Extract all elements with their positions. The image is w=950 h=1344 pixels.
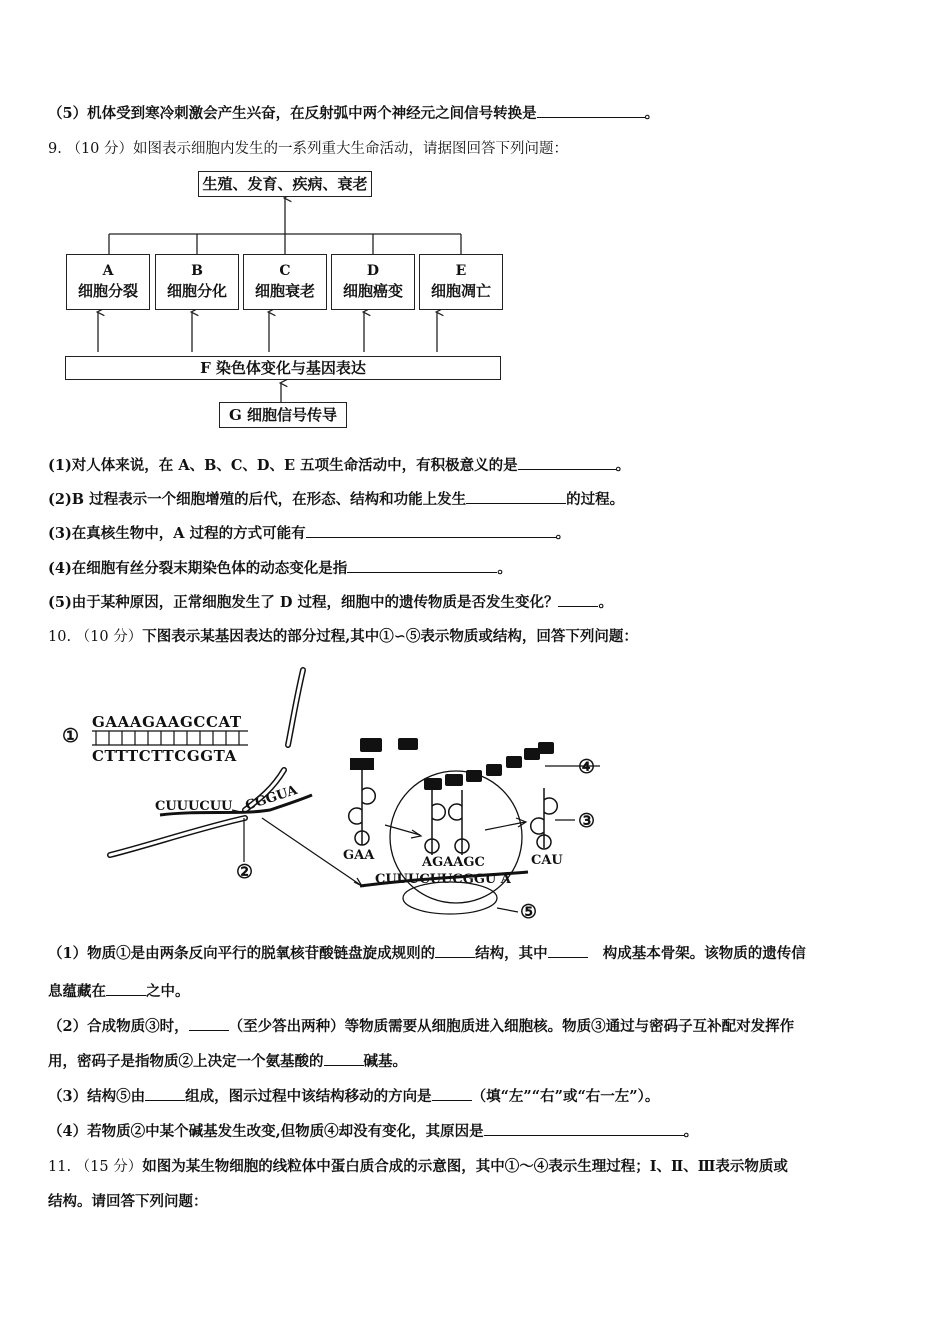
answer-blank[interactable] (347, 558, 497, 573)
q9-sub2: (2)B 过程表示一个细胞增殖的后代，在形态、结构和功能上发生 的过程。 (48, 491, 625, 508)
mrna-left-seq: CUUUCUU (155, 799, 233, 814)
answer-blank[interactable] (324, 1051, 364, 1066)
dna-top-strand: GAAAGAAGCCAT (92, 713, 242, 731)
label-4: ④ (578, 756, 596, 778)
q10-sub2-line2: 用，密码子是指物质②上决定一个氨基酸的 碱基。 (48, 1053, 407, 1070)
answer-blank[interactable] (306, 523, 556, 538)
q10-header: 10. （10 分）下图表示某基因表达的部分过程,其中①∽⑤表示物质或结构，回答下列问题： (48, 628, 638, 645)
q10-sub3: （3）结构⑤由 组成，图示过程中该结构移动的方向是 （填“左”“右”或“右一左”）。 (48, 1088, 660, 1105)
answer-blank[interactable] (484, 1121, 684, 1136)
q9-header: 9. （10 分）如图表示细胞内发生的一系列重大生命活动，请据图回答下列问题： (48, 141, 569, 157)
q11-stem-line2: 结构。请回答下列问题： (48, 1193, 208, 1210)
q9-sub4: (4)在细胞有丝分裂末期染色体的动态变化是指 。 (48, 560, 512, 577)
box-g-signal-transduction: G 细胞信号传导 (219, 402, 347, 428)
q10-sub2-line1: （2）合成物质③时， （至少答出两种）等物质需要从细胞质进入细胞核。物质③通过与密码子互补配对发挥作 (48, 1018, 795, 1035)
label-3: ③ (578, 810, 596, 832)
answer-blank[interactable] (558, 592, 598, 607)
trna-right (531, 788, 564, 868)
q9-sub3: (3)在真核生物中，A 过程的方式可能有 。 (48, 525, 571, 542)
trna-middle (421, 790, 485, 870)
box-e-cell-apoptosis: E 细胞凋亡 (419, 254, 503, 310)
q10-sub4: （4）若物质②中某个碱基发生改变,但物质④却没有变化，其原因是 。 (48, 1123, 699, 1140)
q11-header: 11. （15 分）如图为某生物细胞的线粒体中蛋白质合成的示意图，其中①～④表示生理过程；Ⅰ、Ⅱ、Ⅲ表示物质或 (48, 1158, 788, 1175)
label-1: ① (62, 725, 80, 747)
box-b-cell-differentiation: B 细胞分化 (155, 254, 239, 310)
q9-sub5: (5)由于某种原因，正常细胞发生了 D 过程，细胞中的遗传物质是否发生变化？ 。 (48, 594, 613, 611)
answer-blank[interactable] (106, 981, 146, 996)
answer-blank[interactable] (435, 943, 475, 958)
answer-blank[interactable] (189, 1016, 229, 1031)
mrna-bottom-seq: CUUUCUUCGGU A (375, 872, 511, 887)
mrna-right-seq: CGGUA (243, 782, 300, 814)
label-5: ⑤ (520, 901, 538, 923)
dna-base-pairs (96, 731, 239, 745)
answer-blank[interactable] (466, 489, 566, 504)
dna-bottom-strand: CTTTCTTCGGTA (92, 747, 237, 765)
answer-blank[interactable] (518, 455, 616, 470)
amino-acids (360, 738, 554, 790)
anticodon-left: GAA (343, 848, 375, 863)
answer-blank[interactable] (432, 1086, 472, 1101)
q10-sub1-line1: （1）物质①是由两条反向平行的脱氧核苷酸链盘旋成规则的 结构，其中 构成基本骨架。该物质的遗传信 (48, 945, 806, 962)
q9-sub1: (1)对人体来说，在 A、B、C、D、E 五项生命活动中，有积极意义的是 。 (48, 457, 631, 474)
q10-gene-expression-diagram (0, 650, 950, 930)
anticodon-right: CAU (531, 853, 563, 868)
answer-blank[interactable] (145, 1086, 185, 1101)
trna-left (343, 758, 375, 863)
box-a-cell-division: A 细胞分裂 (66, 254, 150, 310)
anticodon-mid: AGAAGC (422, 855, 485, 870)
q10-sub1-line2: 息蕴藏在 之中。 (48, 983, 190, 1000)
outcome-box: 生殖、发育、疾病、衰老 (198, 171, 372, 197)
q8-part5: （5）机体受到寒冷刺激会产生兴奋，在反射弧中两个神经元之间信号转换是 。 (48, 105, 660, 122)
box-c-cell-aging: C 细胞衰老 (243, 254, 327, 310)
answer-blank[interactable] (548, 943, 588, 958)
box-d-cell-canceration: D 细胞癌变 (331, 254, 415, 310)
label-2: ② (236, 861, 254, 883)
box-f-chromosome-gene-expression: F 染色体变化与基因表达 (65, 356, 501, 380)
